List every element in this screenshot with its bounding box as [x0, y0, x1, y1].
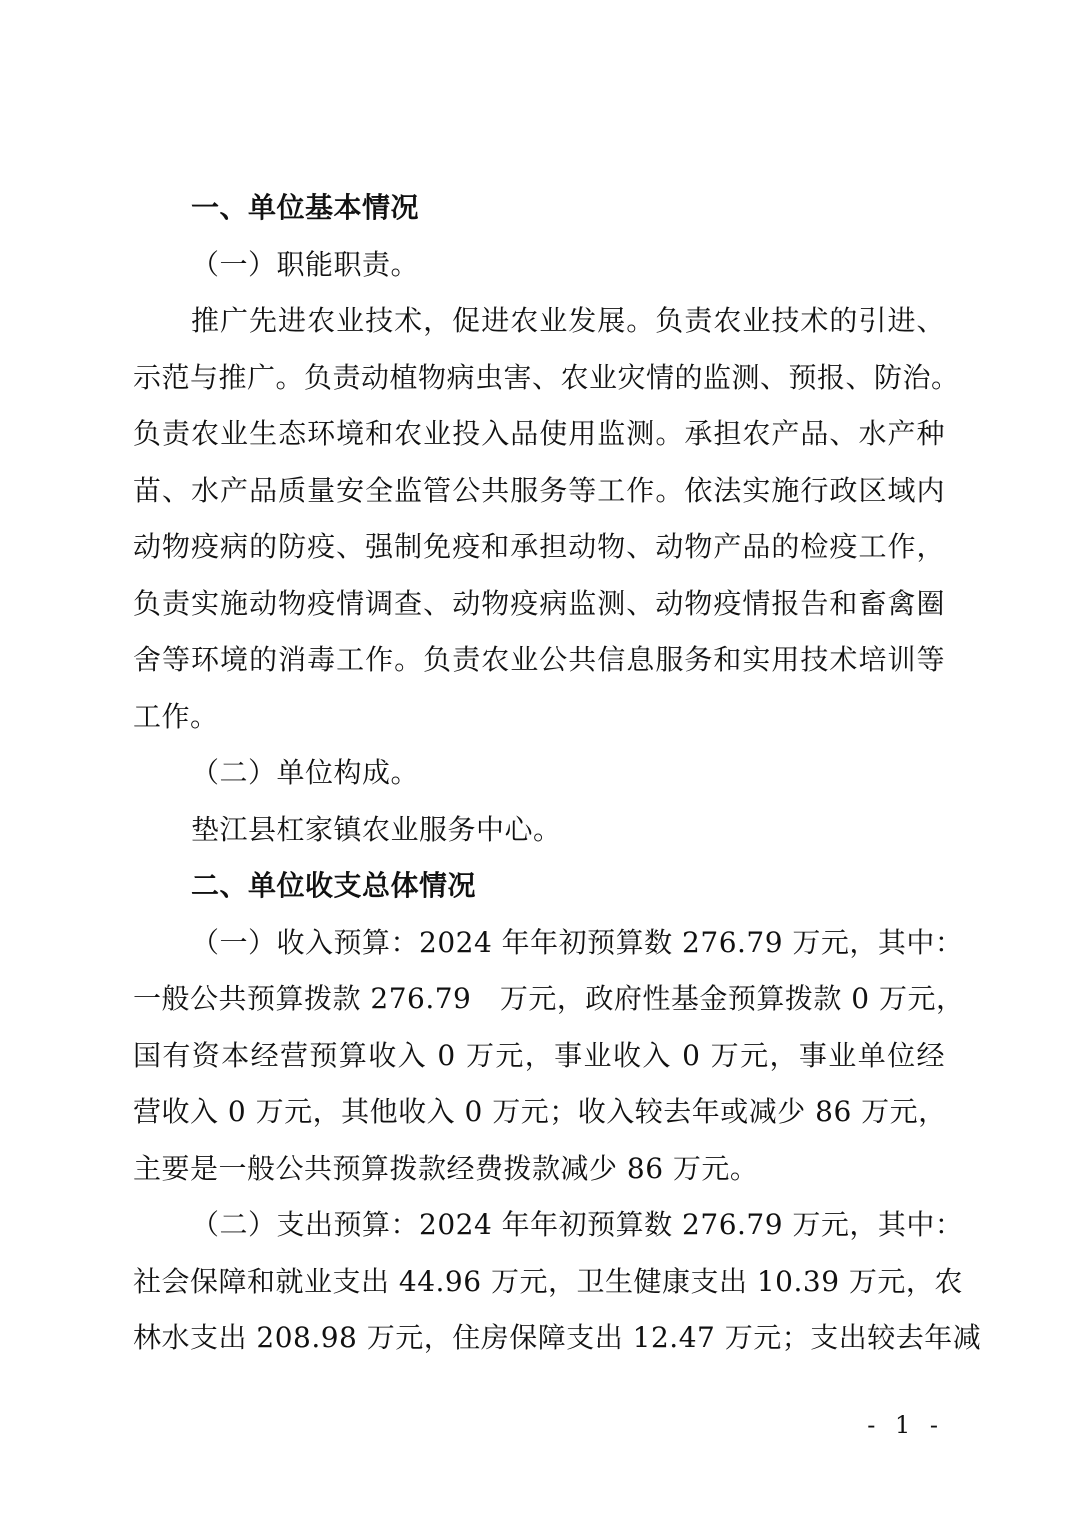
- paragraph-line: 营收入 0 万元，其他收入 0 万元；收入较去年或减少 86 万元，: [133, 1095, 947, 1128]
- paragraph-line: （二）支出预算：2024 年年初预算数 276.79 万元，其中：: [191, 1208, 964, 1241]
- paragraph-line: 负责农业生态环境和农业投入品使用监测。承担农产品、水产种: [133, 417, 945, 450]
- subsection-heading-functions: （一）职能职责。: [191, 247, 420, 281]
- paragraph-line: 负责实施动物疫情调查、动物疫病监测、动物疫情报告和畜禽圈: [133, 586, 945, 620]
- subsection-heading-composition: （二）单位构成。: [191, 756, 420, 789]
- section-heading-1: 一、单位基本情况: [191, 191, 420, 224]
- document-body: [133, 180, 982, 1367]
- paragraph-line: 工作。: [133, 699, 219, 733]
- paragraph-line: 推广先进农业技术，促进农业发展。负责农业技术的引进、: [191, 304, 945, 337]
- page-number: - 1 -: [867, 1411, 944, 1439]
- paragraph-line: 动物疫病的防疫、强制免疫和承担动物、动物产品的检疫工作，: [133, 530, 945, 563]
- paragraph-line: 国有资本经营预算收入 0 万元，事业收入 0 万元，事业单位经: [133, 1038, 945, 1072]
- paragraph-line: 社会保障和就业支出 44.96 万元，卫生健康支出 10.39 万元，农: [133, 1264, 963, 1298]
- paragraph-line: 垫江县杠家镇农业服务中心。: [191, 812, 562, 846]
- paragraph-line: 苗、水产品质量安全监管公共服务等工作。依法实施行政区域内: [133, 473, 945, 507]
- paragraph-line: 一般公共预算拨款 276.79 万元，政府性基金预算拨款 0 万元，: [133, 982, 965, 1015]
- paragraph-line: 主要是一般公共预算拨款经费拨款减少 86 万元。: [133, 1151, 759, 1185]
- section-heading-2: 二、单位收支总体情况: [191, 869, 477, 902]
- paragraph-line: 示范与推广。负责动植物病虫害、农业灾情的监测、预报、防治。: [133, 360, 960, 394]
- paragraph-line: 舍等环境的消毒工作。负责农业公共信息服务和实用技术培训等: [133, 643, 945, 676]
- paragraph-line: 林水支出 208.98 万元，住房保障支出 12.47 万元；支出较去年减: [133, 1321, 982, 1354]
- paragraph-line: （一）收入预算：2024 年年初预算数 276.79 万元，其中：: [191, 925, 964, 959]
